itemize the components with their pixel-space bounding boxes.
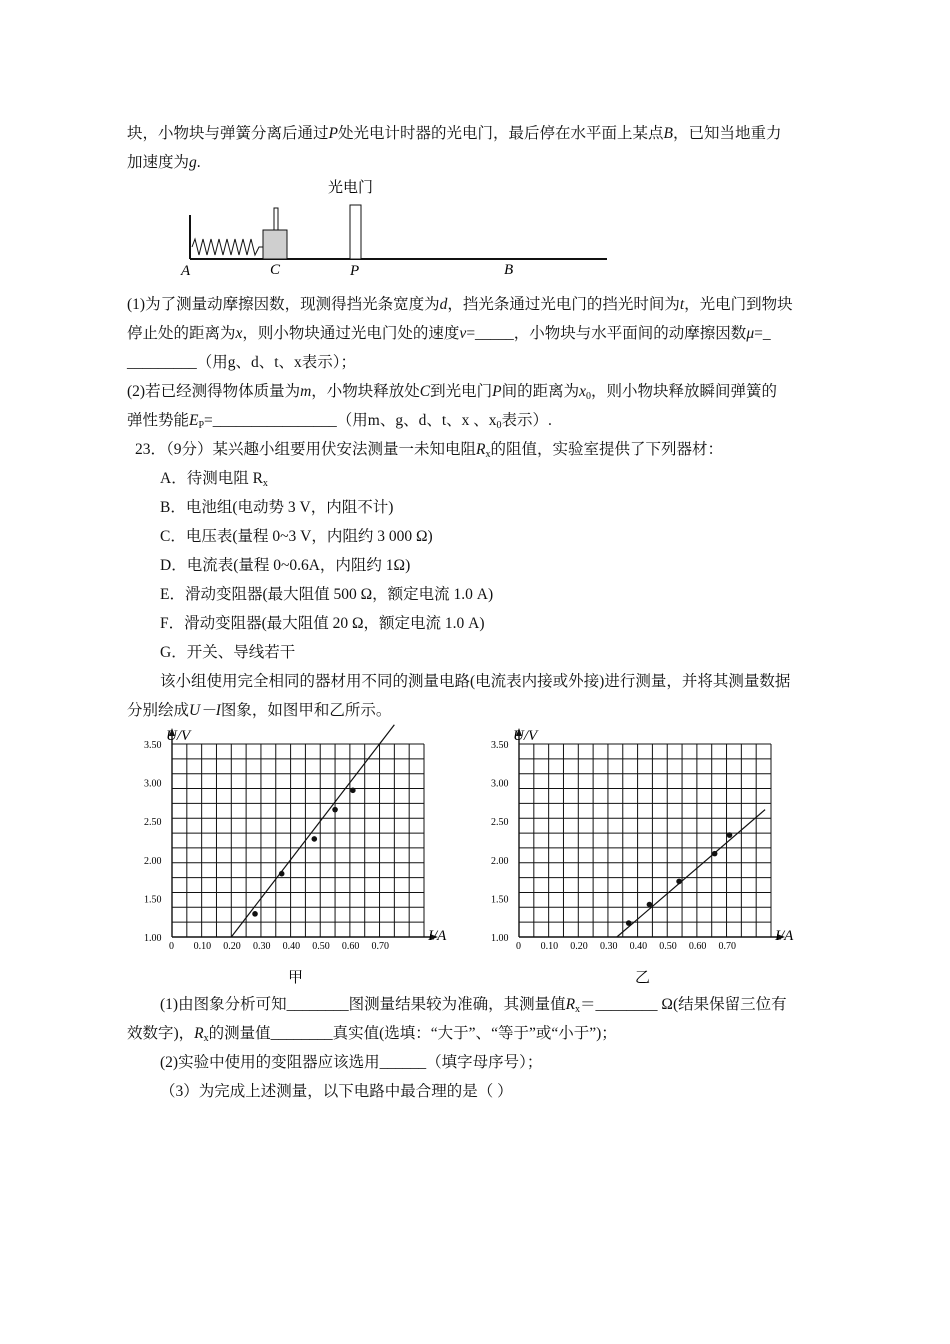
x-tick-label: 0.70 xyxy=(371,941,390,952)
y-axis-label: U/V xyxy=(513,728,538,744)
intro-line-1: 块，小物块与弹簧分离后通过P处光电计时器的光电门，最后停在水平面上某点B，已知当地重力 xyxy=(127,125,782,142)
label-a: A xyxy=(181,263,191,279)
y-tick-label: 3.50 xyxy=(144,740,162,751)
x-axis-label: I/A xyxy=(775,928,794,944)
option-g: G．开关、导线若干 xyxy=(160,644,296,661)
data-point xyxy=(626,920,632,926)
x-tick-label: 0.40 xyxy=(282,941,301,952)
data-point xyxy=(279,871,285,877)
chart-caption: 甲 xyxy=(288,970,304,986)
x-tick-label: 0.30 xyxy=(599,941,618,952)
subq1-line2: 效数字)，$R_x$的测量值________真实值(选填：“大于”、“等于”或“小于”)； xyxy=(127,1025,617,1044)
x-tick-label: 0 xyxy=(516,941,521,952)
y-tick-label: 1.50 xyxy=(491,894,509,906)
option-c: C．电压表(量程 0~3 V，内阻约 3 000 Ω) xyxy=(160,528,433,545)
option-a: A．待测电阻 $R_x$ xyxy=(160,470,268,489)
subq3: （3）为完成上述测量，以下电路中最合理的是（ ） xyxy=(160,1083,513,1100)
spring xyxy=(192,239,263,255)
fit-line xyxy=(231,725,394,937)
data-point xyxy=(312,836,318,842)
intro-line-2: 加速度为g. xyxy=(127,154,201,171)
q22-part1-line2: 停止处的距离为x，则小物块通过光电门处的速度v=_____，小物块与水平面间的动摩擦因数μ=_ xyxy=(127,325,771,342)
x-tick-label: 0.10 xyxy=(540,941,559,952)
x-tick-label: 0.10 xyxy=(193,941,212,952)
label-b: B xyxy=(504,262,514,278)
option-b: B．电池组(电动势 3 V，内阻不计) xyxy=(160,499,394,516)
x-tick-label: 0.50 xyxy=(312,941,330,952)
q22-part2-line1: (2)若已经测得物体质量为m，小物块释放处C到光电门P间的距离为$x_0$，则小物块释放瞬间弹簧的 xyxy=(127,383,778,402)
data-point xyxy=(252,911,258,917)
x-tick-label: 0.70 xyxy=(718,941,737,952)
chart-jia xyxy=(140,722,460,990)
x-tick-label: 0.20 xyxy=(223,941,241,952)
y-tick-label: 1.00 xyxy=(144,933,162,944)
photogate xyxy=(350,205,361,259)
desc-line-1: 该小组使用完全相同的器材用不同的测量电路(电流表内接或外接)进行测量，并将其测量数据 xyxy=(160,673,791,690)
y-tick-label: 3.00 xyxy=(144,778,162,790)
data-point xyxy=(332,807,338,813)
subq2: (2)实验中使用的变阻器应该选用______（填字母序号）； xyxy=(160,1054,543,1071)
y-tick-label: 2.00 xyxy=(491,855,509,867)
x-tick-label: 0.60 xyxy=(688,941,707,952)
x-tick-label: 0.50 xyxy=(659,941,677,952)
gate-label: 光电门 xyxy=(328,180,374,196)
fit-line xyxy=(617,810,765,937)
q22-part2-line2: 弹性势能$E_P=\_\_\_\_\_\_\_\_\_\_\_\_\_\_\_\_$（用m、g、d、t、x 、$x_0$表示）. xyxy=(127,412,552,431)
y-tick-label: 3.00 xyxy=(491,778,509,790)
y-tick-label: 2.50 xyxy=(144,817,162,829)
x-tick-label: 0.30 xyxy=(252,941,271,952)
data-point xyxy=(676,879,682,885)
desc-line-2: 分别绘成U－I图象，如图甲和乙所示。 xyxy=(127,702,392,719)
data-point xyxy=(647,902,653,908)
q23-header: 23．（9分）某兴趣小组要用伏安法测量一未知电阻$R_x$的阻值，实验室提供了下列器材： xyxy=(135,441,723,460)
data-point xyxy=(350,788,356,794)
x-tick-label: 0 xyxy=(169,941,174,952)
y-tick-label: 2.50 xyxy=(491,817,509,829)
q22-part1-line1: (1)为了测量动摩擦因数，现测得挡光条宽度为d，挡光条通过光电门的挡光时间为t，光电门到物块 xyxy=(127,296,793,313)
apparatus-diagram xyxy=(170,172,620,282)
x-axis-label: I/A xyxy=(428,928,447,944)
data-point xyxy=(712,851,718,857)
label-c: C xyxy=(270,262,281,278)
label-p: P xyxy=(350,263,360,279)
y-tick-label: 3.50 xyxy=(491,740,509,751)
x-tick-label: 0.60 xyxy=(341,941,360,952)
subq1-line1: (1)由图象分析可知________图测量结果较为准确，其测量值$R_x=\_\_\_\_\_\_\_\_$ Ω(结果保留三位有 xyxy=(160,996,787,1015)
option-e: E．滑动变阻器(最大阻值 500 Ω，额定电流 1.0 A) xyxy=(160,586,494,603)
shading-strip xyxy=(274,208,278,230)
data-point xyxy=(727,832,733,838)
block-c xyxy=(263,230,287,259)
x-tick-label: 0.20 xyxy=(570,941,588,952)
y-axis-label: U/V xyxy=(166,728,191,744)
x-tick-label: 0.40 xyxy=(629,941,648,952)
chart-caption: 乙 xyxy=(635,970,651,986)
q22-part1-line3: _________（用g、d、t、x表示）； xyxy=(127,354,357,371)
y-tick-label: 1.00 xyxy=(491,933,509,944)
y-tick-label: 1.50 xyxy=(144,894,162,906)
y-tick-label: 2.00 xyxy=(144,855,162,867)
chart-yi xyxy=(487,722,807,990)
option-d: D．电流表(量程 0~0.6A，内阻约 1Ω) xyxy=(160,557,411,574)
option-f: F．滑动变阻器(最大阻值 20 Ω，额定电流 1.0 A) xyxy=(160,615,485,632)
